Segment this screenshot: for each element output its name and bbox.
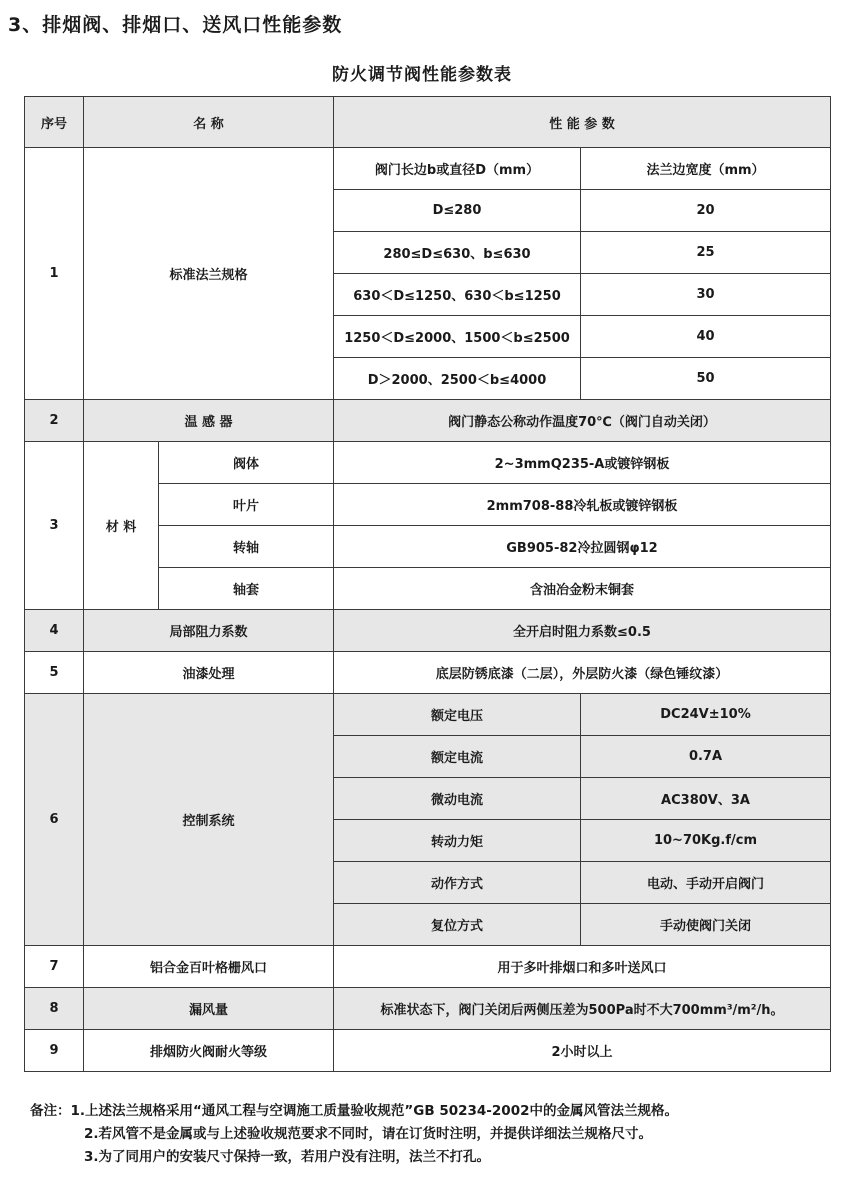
table-row: [25, 442, 831, 484]
material-part: 轴套: [159, 568, 334, 610]
row-number: 4: [25, 610, 84, 652]
row-name: 材 料: [84, 442, 159, 610]
table-row: [25, 148, 831, 190]
flange-width: 20: [581, 190, 831, 232]
note-line: 2.若风管不是金属或与上述验收规范要求不同时，请在订货时注明，并提供详细法兰规格尺寸。: [84, 1126, 653, 1142]
dimension-range: D＞2000、2500＜b≤4000: [334, 358, 581, 400]
row-name: 控制系统: [84, 694, 334, 946]
control-value: 电动、手动开启阀门: [581, 862, 831, 904]
table-row: [25, 946, 831, 988]
row-number: 1: [25, 148, 84, 400]
control-value: 0.7A: [581, 736, 831, 778]
row-name: 铝合金百叶格栅风口: [84, 946, 334, 988]
row-name: 油漆处理: [84, 652, 334, 694]
header-no: 序号: [25, 97, 84, 148]
control-param: 动作方式: [334, 862, 581, 904]
control-value: 手动使阀门关闭: [581, 904, 831, 946]
control-param: 复位方式: [334, 904, 581, 946]
table-title: 防火调节阀性能参数表: [332, 65, 512, 85]
row-value: 标准状态下，阀门关闭后两侧压差为500Pa时不大700mm³/m²/h。: [334, 988, 831, 1030]
row-name: 排烟防火阀耐火等级: [84, 1030, 334, 1072]
control-value: DC24V±10%: [581, 694, 831, 736]
row-number: 7: [25, 946, 84, 988]
section-title: 3、排烟阀、排烟口、送风口性能参数: [8, 14, 343, 36]
row-name: 漏风量: [84, 988, 334, 1030]
dimension-range: D≤280: [334, 190, 581, 232]
row-value: 阀门静态公称动作温度70℃（阀门自动关闭）: [334, 400, 831, 442]
table-row: [25, 400, 831, 442]
control-param: 额定电压: [334, 694, 581, 736]
table-row: [25, 610, 831, 652]
table-row: [25, 988, 831, 1030]
dimension-range: 1250＜D≤2000、1500＜b≤2500: [334, 316, 581, 358]
material-part: 叶片: [159, 484, 334, 526]
row-number: 5: [25, 652, 84, 694]
table-row: [25, 652, 831, 694]
control-param: 转动力矩: [334, 820, 581, 862]
notes-label: 备注：: [30, 1103, 71, 1119]
performance-table: [24, 96, 831, 1072]
header-name: 名 称: [84, 97, 334, 148]
control-value: AC380V、3A: [581, 778, 831, 820]
flange-width: 50: [581, 358, 831, 400]
material-part: 转轴: [159, 526, 334, 568]
table-row: [25, 1030, 831, 1072]
flange-width: 40: [581, 316, 831, 358]
notes: [30, 1100, 678, 1169]
row-value: 2小时以上: [334, 1030, 831, 1072]
row-number: 3: [25, 442, 84, 610]
dimension-range: 280≤D≤630、b≤630: [334, 232, 581, 274]
header-params: 性 能 参 数: [334, 97, 831, 148]
row-name: 温 感 器: [84, 400, 334, 442]
row-number: 8: [25, 988, 84, 1030]
material-part: 阀体: [159, 442, 334, 484]
table-row: [25, 694, 831, 736]
sub-header-flange-width: 法兰边宽度（mm）: [581, 148, 831, 190]
note-line: 3.为了同用户的安装尺寸保持一致，若用户没有注明，法兰不打孔。: [84, 1149, 491, 1165]
row-number: 2: [25, 400, 84, 442]
material-spec: GB905-82冷拉圆钢φ12: [334, 526, 831, 568]
note-line: [30, 1100, 678, 1123]
row-value: 底层防锈底漆（二层），外层防火漆（绿色锤纹漆）: [334, 652, 831, 694]
row-number: 9: [25, 1030, 84, 1072]
flange-width: 25: [581, 232, 831, 274]
sub-header-dimension: 阀门长边b或直径D（mm）: [334, 148, 581, 190]
note-text: 1.上述法兰规格采用“通风工程与空调施工质量验收规范”GB 50234-2002中的金属风管法兰规格。: [70, 1103, 678, 1119]
material-spec: 2~3mmQ235-A或镀锌钢板: [334, 442, 831, 484]
flange-width: 30: [581, 274, 831, 316]
table-header-row: [25, 97, 831, 148]
control-value: 10~70Kg.f/cm: [581, 820, 831, 862]
control-param: 额定电流: [334, 736, 581, 778]
row-value: 用于多叶排烟口和多叶送风口: [334, 946, 831, 988]
row-number: 6: [25, 694, 84, 946]
material-spec: 含油冶金粉末铜套: [334, 568, 831, 610]
row-value: 全开启时阻力系数≤0.5: [334, 610, 831, 652]
row-name: 局部阻力系数: [84, 610, 334, 652]
row-name: 标准法兰规格: [84, 148, 334, 400]
dimension-range: 630＜D≤1250、630＜b≤1250: [334, 274, 581, 316]
control-param: 微动电流: [334, 778, 581, 820]
material-spec: 2mm708-88冷轧板或镀锌钢板: [334, 484, 831, 526]
